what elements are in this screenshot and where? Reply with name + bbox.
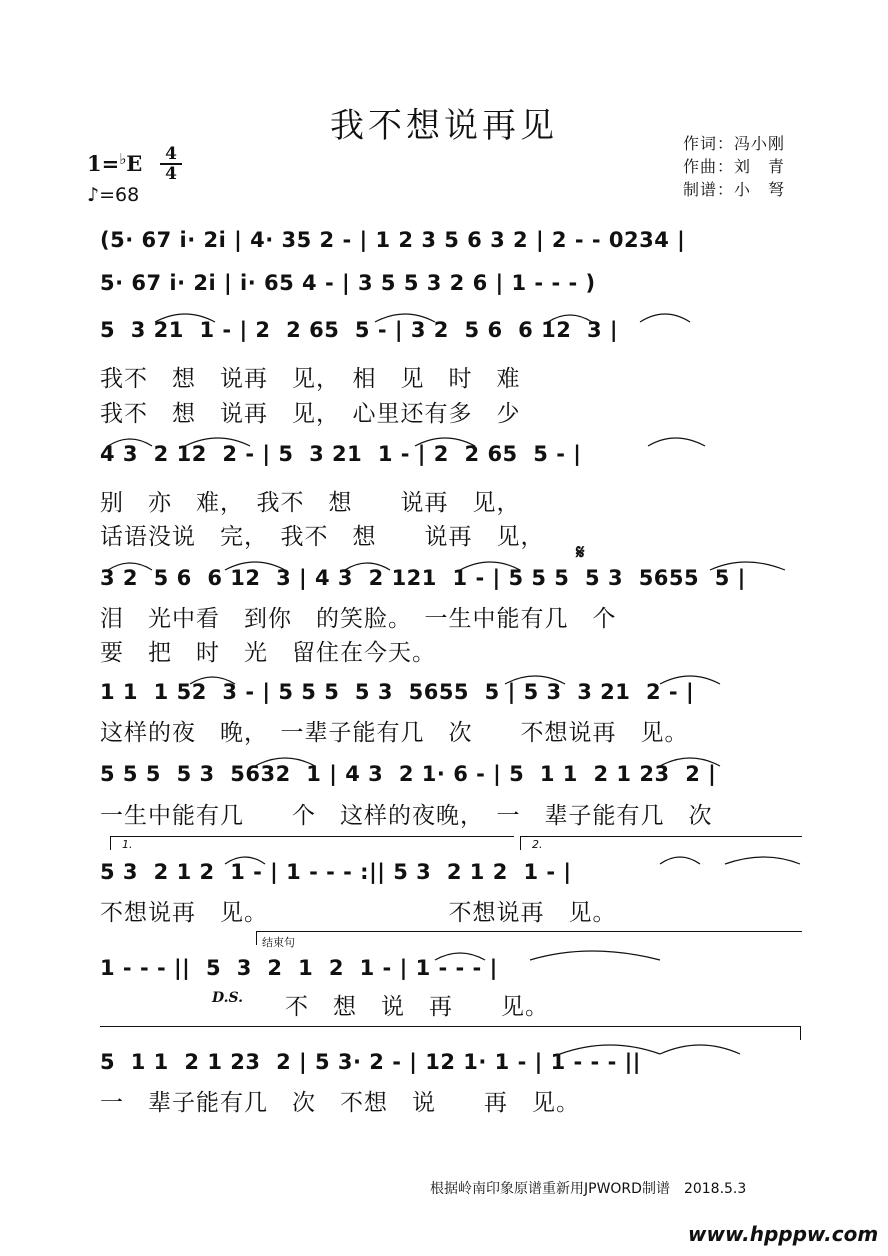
lyric-row-7: 一生中能有几 个 这样的夜晚， 一 辈子能有几 次 — [100, 803, 713, 829]
score-row-5: 3 2 5 6 6 12 3 | 4 3 2 121 1 - | 5 5 5 5 3 5655 5 | — [100, 566, 746, 590]
lyric-row-3-verse-2: 我不 想 说再 见， 心里还有多 少 — [100, 401, 521, 427]
score-row-9: 1 - - - || 5 3 2 1 2 1 - | 1 - - - | — [100, 956, 498, 980]
volta-first-label: 1. — [122, 838, 133, 851]
song-title: 我不想说再见 — [330, 106, 558, 146]
lyric-row-5-verse-1: 泪 光中看 到你 的笑脸。 一生中能有几 个 — [100, 606, 617, 632]
lyric-row-6: 这样的夜 晚， 一辈子能有几 次 不想说再 见。 — [100, 720, 689, 746]
lyric-row-8: 不想说再 见。 不想说再 见。 — [100, 900, 617, 926]
key-prefix: 1= — [87, 151, 120, 176]
score-row-6: 1 1 1 52 3 - | 5 5 5 5 3 5655 5 | 5 3 3 21 2 - | — [100, 680, 695, 704]
da-segno-marking: D.S. — [212, 990, 244, 1006]
segno-sign: 𝄋 — [576, 540, 585, 564]
score-row-3: 5 3 21 1 - | 2 2 65 5 - | 3 2 5 6 6 12 3 | — [100, 318, 619, 342]
lyric-row-4-verse-1: 别 亦 难， 我不 想 说再 见， — [100, 490, 521, 516]
score-row-10: 5 1 1 2 1 23 2 | 5 3· 2 - | 12 1· 1 - | 1 - - - || — [100, 1050, 641, 1074]
site-watermark: www.hpppw.com — [688, 1222, 879, 1246]
meter-bottom: 4 — [165, 164, 177, 184]
footer-note: 根据岭南印象原谱重新用JPWORD制谱 2018.5.3 — [430, 1181, 747, 1197]
lyric-row-3-verse-1: 我不 想 说再 见， 相 见 时 难 — [100, 366, 521, 392]
score-row-7: 5 5 5 5 3 5632 1 | 4 3 2 1· 6 - | 5 1 1 2 1 23 2 | — [100, 762, 717, 786]
score-row-2: 5· 67 i· 2i | i· 65 4 - | 3 5 5 3 2 6 | 1 - - - ) — [100, 271, 596, 295]
lyricist-credit: 作词：冯小刚 — [683, 134, 786, 153]
score-row-1: (5· 67 i· 2i | 4· 35 2 - | 1 2 3 5 6 3 2 | 2 - - 0234 | — [100, 228, 686, 252]
lyric-row-9: 不 想 说 再 见。 — [285, 994, 549, 1020]
transcriber-credit: 制谱：小 弩 — [683, 180, 786, 199]
tempo-marking: ♪=68 — [87, 184, 140, 206]
score-row-8: 5 3 2 1 2 1 - | 1 - - - :|| 5 3 2 1 2 1 - | — [100, 860, 572, 884]
lyric-row-10: 一 辈子能有几 次 不想 说 再 见。 — [100, 1090, 580, 1116]
flat-sign: ♭ — [119, 150, 127, 168]
meter-top: 4 — [165, 144, 177, 164]
score-row-4: 4 3 2 12 2 - | 5 3 21 1 - | 2 2 65 5 - | — [100, 442, 582, 466]
lyric-row-5-verse-2: 要 把 时 光 留住在今天。 — [100, 640, 436, 666]
coda-label: 结束句 — [262, 936, 295, 949]
lyric-row-4-verse-2: 话语没说 完， 我不 想 说再 见， — [100, 524, 545, 550]
key-note: E — [126, 151, 143, 176]
composer-credit: 作曲：刘 青 — [683, 157, 786, 176]
volta-second-label: 2. — [532, 838, 543, 851]
